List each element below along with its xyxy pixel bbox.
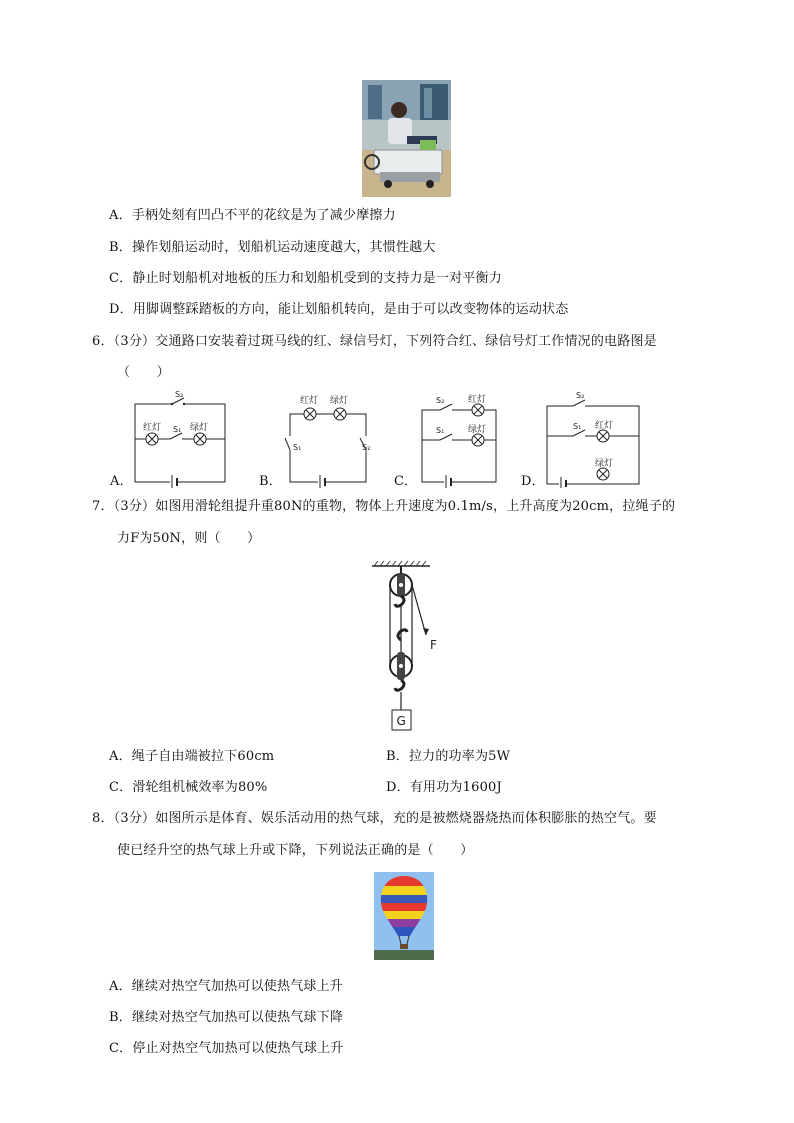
circuit-a-s1-label: S₁ xyxy=(173,425,182,434)
circuit-c-green-label: 绿灯 xyxy=(468,425,487,435)
q6-option-a-label: A． xyxy=(110,474,133,489)
q7-option-c: C．滑轮组机械效率为80% xyxy=(109,780,268,795)
circuit-c-red-label: 红灯 xyxy=(468,395,487,405)
circuit-a-red-label: 红灯 xyxy=(143,423,162,433)
q6-stem-line2: （ ） xyxy=(117,365,170,380)
circuit-b-green-label: 绿灯 xyxy=(330,396,349,406)
circuit-b-s1-label: S₁ xyxy=(293,443,302,452)
circuit-d-green-label: 绿灯 xyxy=(595,459,614,469)
q5-option-c: C．静止时划船机对地板的压力和划船机受到的支持力是一对平衡力 xyxy=(109,271,502,286)
pulley-system-figure xyxy=(368,560,448,736)
q8-stem-line2: 使已经升空的热气球上升或下降，下列说法正确的是（ ） xyxy=(117,843,474,858)
circuit-d-red-label: 红灯 xyxy=(595,421,614,431)
q7-stem-line1: 7．（3分）如图用滑轮组提升重80N的重物，物体上升速度为0.1m/s，上升高度为20cm，拉绳子的 xyxy=(92,499,676,514)
q7-option-d: D．有用功为1600J xyxy=(386,780,502,795)
circuit-d-s2-label: S₂ xyxy=(576,391,585,400)
circuit-c-diagram xyxy=(416,392,500,488)
rowing-machine-photo xyxy=(362,80,451,197)
hot-air-balloon-photo xyxy=(374,872,434,960)
q7-stem-line2: 力F为50N，则（ ） xyxy=(117,531,261,546)
circuit-c-s1-label: S₁ xyxy=(436,426,445,435)
circuit-a-diagram xyxy=(132,388,232,488)
circuit-b-s2-label: S₂ xyxy=(362,443,371,452)
q5-option-d: D．用脚调整踩踏板的方向，能让划船机转向，是由于可以改变物体的运动状态 xyxy=(109,302,569,317)
q6-option-d-label: D． xyxy=(521,474,545,489)
force-label: F xyxy=(430,638,437,652)
circuit-c-s2-label: S₂ xyxy=(436,396,445,405)
q6-option-c-label: C． xyxy=(394,474,418,489)
q7-option-a: A．绳子自由端被拉下60cm xyxy=(109,749,275,764)
q7-option-b: B．拉力的功率为5W xyxy=(386,749,511,764)
q5-option-b: B．操作划船运动时，划船机运动速度越大，其惯性越大 xyxy=(109,240,436,255)
q8-stem-line1: 8．（3分）如图所示是体育、娱乐活动用的热气球，充的是被燃烧器烧热而体积膨胀的热空气。要 xyxy=(92,811,657,826)
q8-option-a: A．继续对热空气加热可以使热气球上升 xyxy=(109,979,343,994)
q6-option-b-label: B． xyxy=(259,474,282,489)
q8-option-b: B．继续对热空气加热可以使热气球下降 xyxy=(109,1010,344,1025)
circuit-d-diagram xyxy=(543,388,643,488)
circuit-b-diagram xyxy=(282,392,374,488)
weight-label: G xyxy=(396,714,406,728)
q6-stem-line1: 6．（3分）交通路口安装着过斑马线的红、绿信号灯，下列符合红、绿信号灯工作情况的电路图是 xyxy=(92,334,657,349)
q5-option-a: A．手柄处刻有凹凸不平的花纹是为了减少摩擦力 xyxy=(109,208,396,223)
circuit-a-green-label: 绿灯 xyxy=(190,423,209,433)
circuit-b-red-label: 红灯 xyxy=(300,396,319,406)
q8-option-c: C．停止对热空气加热可以使热气球上升 xyxy=(109,1041,344,1056)
circuit-a-s2-label: S₂ xyxy=(175,390,184,399)
circuit-d-s1-label: S₁ xyxy=(573,422,582,431)
